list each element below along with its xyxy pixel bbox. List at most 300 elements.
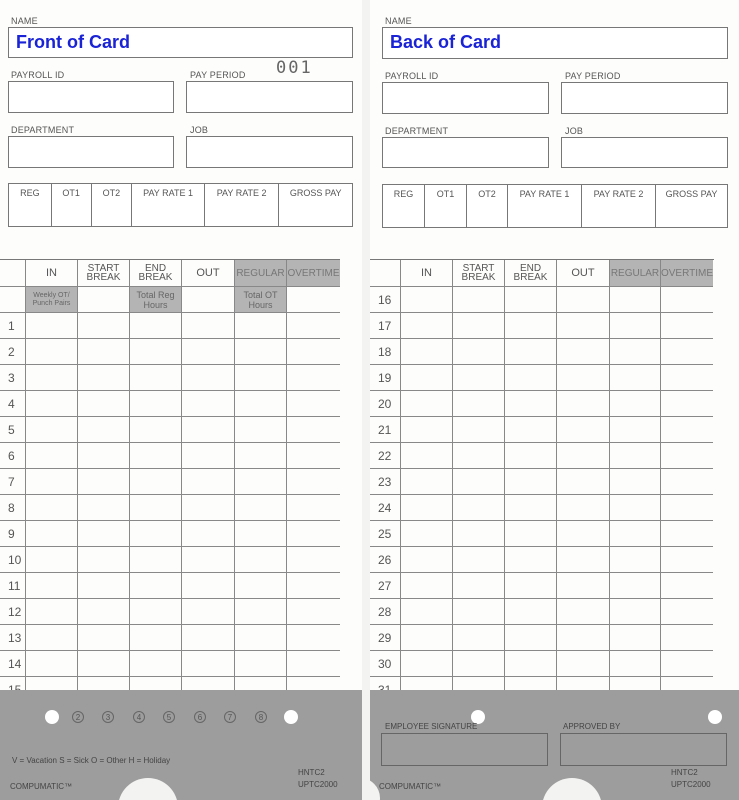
time-cell[interactable] xyxy=(661,625,713,650)
time-cell[interactable] xyxy=(610,599,661,624)
pay-period-field[interactable] xyxy=(186,81,353,113)
time-cell[interactable] xyxy=(610,313,661,338)
time-cell[interactable] xyxy=(235,339,287,364)
time-cell[interactable] xyxy=(130,599,182,624)
time-cell[interactable] xyxy=(610,651,661,676)
time-cell[interactable] xyxy=(26,599,78,624)
code-hntc2: HNTC2 xyxy=(671,768,698,777)
pay-col-ot1[interactable]: OT1 xyxy=(52,184,92,226)
payroll-id-field[interactable] xyxy=(382,82,549,114)
time-row xyxy=(370,624,713,650)
time-cell[interactable] xyxy=(610,417,661,442)
job-field[interactable] xyxy=(561,137,728,168)
time-cell[interactable] xyxy=(401,339,453,364)
time-cell[interactable] xyxy=(401,391,453,416)
circle-number: 7 xyxy=(224,711,236,723)
time-cell[interactable] xyxy=(182,313,235,338)
row-number: 5 xyxy=(0,417,26,442)
name-label: NAME xyxy=(11,16,38,26)
time-row xyxy=(0,494,340,520)
time-cell[interactable] xyxy=(505,313,557,338)
time-cell[interactable] xyxy=(130,391,182,416)
time-row xyxy=(0,520,340,546)
time-cell[interactable] xyxy=(130,469,182,494)
time-cell[interactable] xyxy=(182,625,235,650)
pay-col-rate2[interactable]: PAY RATE 2 xyxy=(582,185,656,227)
time-cell[interactable] xyxy=(505,521,557,546)
time-grid xyxy=(0,259,340,690)
time-cell[interactable] xyxy=(287,469,340,494)
row-number: 26 xyxy=(370,547,401,572)
time-grid-header xyxy=(0,260,340,286)
time-cell[interactable] xyxy=(26,365,78,390)
time-cell[interactable] xyxy=(235,417,287,442)
time-row xyxy=(0,650,340,676)
time-cell[interactable] xyxy=(287,339,340,364)
time-cell[interactable] xyxy=(26,443,78,468)
time-cell[interactable] xyxy=(78,365,130,390)
time-row xyxy=(370,390,713,416)
time-cell[interactable] xyxy=(182,417,235,442)
row-number: 25 xyxy=(370,521,401,546)
time-cell[interactable] xyxy=(78,417,130,442)
time-cell[interactable] xyxy=(453,365,505,390)
time-cell[interactable] xyxy=(182,573,235,598)
time-cell[interactable] xyxy=(401,417,453,442)
header-start-break xyxy=(453,260,505,286)
time-cell[interactable] xyxy=(661,365,713,390)
front-footer xyxy=(0,690,362,800)
time-cell[interactable] xyxy=(505,443,557,468)
time-row xyxy=(370,520,713,546)
pay-col-gross[interactable]: GROSS PAY xyxy=(665,189,718,199)
front-card xyxy=(0,0,362,800)
header-end-break xyxy=(505,260,557,286)
time-cell[interactable] xyxy=(235,313,287,338)
time-cell[interactable] xyxy=(130,651,182,676)
header-blank xyxy=(370,260,401,286)
time-cell[interactable] xyxy=(287,313,340,338)
time-cell[interactable] xyxy=(130,547,182,572)
time-cell[interactable] xyxy=(235,391,287,416)
time-cell[interactable] xyxy=(130,417,182,442)
time-cell[interactable] xyxy=(26,391,78,416)
time-cell[interactable] xyxy=(401,365,453,390)
time-row xyxy=(0,468,340,494)
time-cell[interactable] xyxy=(557,417,610,442)
time-row xyxy=(370,598,713,624)
pay-col-rate1[interactable]: PAY RATE 1 xyxy=(132,184,205,226)
time-cell[interactable] xyxy=(453,469,505,494)
time-cell[interactable] xyxy=(130,573,182,598)
time-cell[interactable] xyxy=(505,339,557,364)
time-cell[interactable] xyxy=(130,339,182,364)
time-cell[interactable] xyxy=(610,287,661,312)
time-cell[interactable] xyxy=(557,573,610,598)
time-cell[interactable] xyxy=(505,625,557,650)
time-cell[interactable] xyxy=(78,599,130,624)
row-number: 28 xyxy=(370,599,401,624)
total-reg-text: Total Reg xyxy=(136,289,175,300)
time-cell[interactable] xyxy=(235,599,287,624)
time-cell[interactable] xyxy=(557,495,610,520)
circle-number: 6 xyxy=(194,711,206,723)
time-cell[interactable] xyxy=(130,443,182,468)
time-cell[interactable] xyxy=(505,495,557,520)
time-cell[interactable] xyxy=(610,495,661,520)
time-cell[interactable] xyxy=(26,339,78,364)
time-row xyxy=(0,416,340,442)
time-cell[interactable] xyxy=(557,469,610,494)
time-cell[interactable] xyxy=(557,599,610,624)
serial-number: 001 xyxy=(276,58,313,78)
subheader-row xyxy=(0,286,340,312)
time-cell[interactable] xyxy=(235,365,287,390)
time-row xyxy=(0,624,340,650)
time-row xyxy=(0,364,340,390)
time-cell[interactable] xyxy=(235,547,287,572)
header-in: IN xyxy=(401,260,453,286)
time-cell[interactable] xyxy=(661,339,713,364)
header-blank xyxy=(0,260,26,286)
time-cell[interactable] xyxy=(287,625,340,650)
time-cell[interactable] xyxy=(235,495,287,520)
time-cell[interactable] xyxy=(453,495,505,520)
punch-hole xyxy=(708,710,722,724)
time-cell[interactable] xyxy=(78,443,130,468)
weekly-ot-label xyxy=(26,287,78,312)
header-regular: REGULAR xyxy=(610,260,661,286)
header-end-text: END xyxy=(519,263,542,274)
time-cell[interactable] xyxy=(287,495,340,520)
time-cell[interactable] xyxy=(130,313,182,338)
name-field[interactable] xyxy=(382,27,728,59)
row-number: 12 xyxy=(0,599,26,624)
time-cell[interactable] xyxy=(401,599,453,624)
time-cell[interactable] xyxy=(78,391,130,416)
time-cell[interactable] xyxy=(610,469,661,494)
time-cell[interactable] xyxy=(287,599,340,624)
job-field[interactable] xyxy=(186,136,353,168)
department-field[interactable] xyxy=(382,137,549,168)
time-cell[interactable] xyxy=(235,443,287,468)
brand: COMPUMATIC™ xyxy=(10,782,73,791)
time-cell[interactable] xyxy=(78,573,130,598)
time-cell[interactable] xyxy=(182,469,235,494)
row-number: 11 xyxy=(0,573,26,598)
pay-col-rate1[interactable]: PAY RATE 1 xyxy=(508,185,582,227)
pay-col-ot2[interactable]: OT2 xyxy=(92,184,133,226)
time-cell[interactable] xyxy=(557,339,610,364)
punch-hole xyxy=(284,710,298,724)
time-cell[interactable] xyxy=(182,651,235,676)
time-cell[interactable] xyxy=(505,391,557,416)
time-cell[interactable] xyxy=(78,495,130,520)
time-cell[interactable] xyxy=(182,391,235,416)
time-cell[interactable] xyxy=(182,599,235,624)
time-cell[interactable] xyxy=(26,521,78,546)
time-cell[interactable] xyxy=(557,547,610,572)
time-cell[interactable] xyxy=(130,365,182,390)
time-cell[interactable] xyxy=(453,547,505,572)
pay-col-ot2[interactable]: OT2 xyxy=(467,185,508,227)
header-break-text: BREAK xyxy=(138,272,173,283)
time-cell[interactable] xyxy=(78,339,130,364)
time-cell[interactable] xyxy=(130,625,182,650)
time-cell[interactable] xyxy=(401,287,453,312)
time-cell[interactable] xyxy=(505,469,557,494)
time-cell[interactable] xyxy=(235,573,287,598)
time-grid xyxy=(370,259,714,690)
time-cell[interactable] xyxy=(401,469,453,494)
time-grid-header xyxy=(370,260,713,286)
header-start-break xyxy=(78,260,130,286)
time-cell[interactable] xyxy=(661,651,713,676)
time-cell[interactable] xyxy=(287,547,340,572)
time-cell[interactable] xyxy=(78,313,130,338)
time-row xyxy=(370,468,713,494)
time-cell[interactable] xyxy=(401,573,453,598)
time-cell[interactable] xyxy=(661,313,713,338)
pay-col-reg[interactable]: REG xyxy=(383,185,425,227)
time-cell[interactable] xyxy=(182,365,235,390)
time-cell[interactable] xyxy=(182,339,235,364)
approved-by-field[interactable] xyxy=(560,733,727,766)
time-cell[interactable] xyxy=(26,547,78,572)
time-cell[interactable] xyxy=(661,391,713,416)
code-hntc2: HNTC2 xyxy=(298,768,325,777)
time-cell[interactable] xyxy=(557,521,610,546)
time-cell[interactable] xyxy=(130,521,182,546)
pay-period-field[interactable] xyxy=(561,82,728,114)
header-end-text: END xyxy=(144,263,167,274)
time-cell[interactable] xyxy=(610,521,661,546)
time-row xyxy=(370,312,713,338)
employee-signature-field[interactable] xyxy=(381,733,548,766)
legend: V = Vacation S = Sick O = Other H = Holiday xyxy=(12,756,171,765)
time-cell[interactable] xyxy=(235,521,287,546)
time-row xyxy=(0,572,340,598)
row-number: 13 xyxy=(0,625,26,650)
row-number: 8 xyxy=(0,495,26,520)
back-card xyxy=(370,0,739,800)
time-cell[interactable] xyxy=(661,443,713,468)
header-break-text: BREAK xyxy=(513,272,548,283)
row-number: 27 xyxy=(370,573,401,598)
card-title: Front of Card xyxy=(16,32,130,52)
row-number: 1 xyxy=(0,313,26,338)
pay-col-gross[interactable]: GROSS PAY xyxy=(289,188,342,198)
time-cell[interactable] xyxy=(453,391,505,416)
card-title: Back of Card xyxy=(390,32,502,52)
pay-summary xyxy=(382,184,728,228)
time-cell[interactable] xyxy=(557,313,610,338)
total-reg-label xyxy=(130,287,182,312)
time-row xyxy=(370,546,713,572)
header-end-break xyxy=(130,260,182,286)
time-cell[interactable] xyxy=(287,391,340,416)
code-uptc2000: UPTC2000 xyxy=(671,780,711,789)
time-cell[interactable] xyxy=(401,495,453,520)
name-label: NAME xyxy=(385,16,412,26)
time-cell[interactable] xyxy=(78,651,130,676)
time-cell[interactable] xyxy=(78,469,130,494)
header-out: OUT xyxy=(182,260,235,286)
time-cell[interactable] xyxy=(401,651,453,676)
time-cell[interactable] xyxy=(78,547,130,572)
time-cell[interactable] xyxy=(610,625,661,650)
time-row xyxy=(0,390,340,416)
time-cell[interactable] xyxy=(235,469,287,494)
payroll-id-label: PAYROLL ID xyxy=(385,71,439,81)
time-cell[interactable] xyxy=(235,625,287,650)
time-cell[interactable] xyxy=(78,521,130,546)
time-row xyxy=(370,286,713,312)
time-cell[interactable] xyxy=(287,521,340,546)
time-cell[interactable] xyxy=(505,651,557,676)
time-cell[interactable] xyxy=(505,417,557,442)
time-cell[interactable] xyxy=(661,287,713,312)
time-cell[interactable] xyxy=(287,443,340,468)
time-cell[interactable] xyxy=(401,521,453,546)
payroll-id-field[interactable] xyxy=(8,81,174,113)
hours-text: Hours xyxy=(143,299,168,310)
time-cell[interactable] xyxy=(610,573,661,598)
time-cell[interactable] xyxy=(661,599,713,624)
time-cell[interactable] xyxy=(182,443,235,468)
time-cell[interactable] xyxy=(401,547,453,572)
row-number: 21 xyxy=(370,417,401,442)
time-cell[interactable] xyxy=(557,625,610,650)
time-cell[interactable] xyxy=(401,443,453,468)
header-break-text: BREAK xyxy=(461,272,496,283)
brand: COMPUMATIC™ xyxy=(379,782,442,791)
time-cell[interactable] xyxy=(610,339,661,364)
time-cell[interactable] xyxy=(661,573,713,598)
code-uptc2000: UPTC2000 xyxy=(298,780,338,789)
time-cell[interactable] xyxy=(78,625,130,650)
time-cell[interactable] xyxy=(453,339,505,364)
employee-signature-label: EMPLOYEE SIGNATURE xyxy=(385,722,478,731)
time-cell[interactable] xyxy=(610,391,661,416)
time-cell[interactable] xyxy=(287,573,340,598)
time-cell[interactable] xyxy=(26,469,78,494)
circle-number: 2 xyxy=(72,711,84,723)
time-cell[interactable] xyxy=(557,287,610,312)
time-cell[interactable] xyxy=(505,287,557,312)
time-cell[interactable] xyxy=(557,365,610,390)
row-number: 10 xyxy=(0,547,26,572)
row-number: 16 xyxy=(370,287,401,312)
header-overtime: OVERTIME xyxy=(287,260,340,286)
weekly-ot-text: Weekly OT/ xyxy=(33,291,70,299)
time-cell[interactable] xyxy=(287,365,340,390)
time-cell[interactable] xyxy=(453,443,505,468)
time-cell[interactable] xyxy=(26,313,78,338)
header-start-text: START xyxy=(87,263,120,274)
time-cell[interactable] xyxy=(661,495,713,520)
time-row xyxy=(0,598,340,624)
time-row xyxy=(0,338,340,364)
row-number: 18 xyxy=(370,339,401,364)
time-cell[interactable] xyxy=(610,365,661,390)
row-number: 23 xyxy=(370,469,401,494)
name-field[interactable] xyxy=(8,27,353,58)
time-cell[interactable] xyxy=(557,391,610,416)
time-cell[interactable] xyxy=(661,521,713,546)
row-number: 9 xyxy=(0,521,26,546)
time-cell[interactable] xyxy=(610,443,661,468)
time-cell[interactable] xyxy=(505,365,557,390)
time-cell[interactable] xyxy=(130,495,182,520)
department-field[interactable] xyxy=(8,136,174,168)
header-break-text: BREAK xyxy=(86,272,121,283)
punch-hole xyxy=(45,710,59,724)
subheader-cell xyxy=(287,287,340,312)
time-cell[interactable] xyxy=(453,521,505,546)
time-row xyxy=(0,442,340,468)
time-cell[interactable] xyxy=(661,547,713,572)
time-cell[interactable] xyxy=(453,599,505,624)
time-cell[interactable] xyxy=(453,651,505,676)
time-cell[interactable] xyxy=(235,651,287,676)
row-number: 7 xyxy=(0,469,26,494)
time-cell[interactable] xyxy=(26,573,78,598)
pay-col-reg[interactable]: REG xyxy=(9,184,52,226)
header-regular: REGULAR xyxy=(235,260,287,286)
header-in: IN xyxy=(26,260,78,286)
job-label: JOB xyxy=(190,125,209,135)
time-cell[interactable] xyxy=(26,495,78,520)
time-cell[interactable] xyxy=(661,417,713,442)
time-cell[interactable] xyxy=(505,599,557,624)
time-cell[interactable] xyxy=(505,573,557,598)
time-cell[interactable] xyxy=(557,651,610,676)
time-cell[interactable] xyxy=(557,443,610,468)
time-cell[interactable] xyxy=(26,625,78,650)
time-cell[interactable] xyxy=(453,625,505,650)
row-number: 29 xyxy=(370,625,401,650)
row-number: 14 xyxy=(0,651,26,676)
row-number: 22 xyxy=(370,443,401,468)
time-cell[interactable] xyxy=(182,495,235,520)
pay-col-rate2[interactable]: PAY RATE 2 xyxy=(205,184,280,226)
notch xyxy=(542,778,602,800)
time-cell[interactable] xyxy=(26,417,78,442)
time-cell[interactable] xyxy=(505,547,557,572)
punch-pairs-text: Punch Pairs xyxy=(32,299,71,307)
time-cell[interactable] xyxy=(401,625,453,650)
time-cell[interactable] xyxy=(26,651,78,676)
time-cell[interactable] xyxy=(453,287,505,312)
time-cell[interactable] xyxy=(453,417,505,442)
row-number: 19 xyxy=(370,365,401,390)
time-cell[interactable] xyxy=(287,651,340,676)
time-cell[interactable] xyxy=(661,469,713,494)
time-cell[interactable] xyxy=(610,547,661,572)
time-cell[interactable] xyxy=(453,313,505,338)
time-cell[interactable] xyxy=(287,417,340,442)
time-row xyxy=(0,546,340,572)
time-row xyxy=(370,650,713,676)
time-cell[interactable] xyxy=(453,573,505,598)
time-cell[interactable] xyxy=(401,313,453,338)
time-row xyxy=(370,416,713,442)
time-cell[interactable] xyxy=(182,547,235,572)
pay-col-ot1[interactable]: OT1 xyxy=(425,185,467,227)
time-cell[interactable] xyxy=(182,521,235,546)
subheader-cell xyxy=(182,287,235,312)
